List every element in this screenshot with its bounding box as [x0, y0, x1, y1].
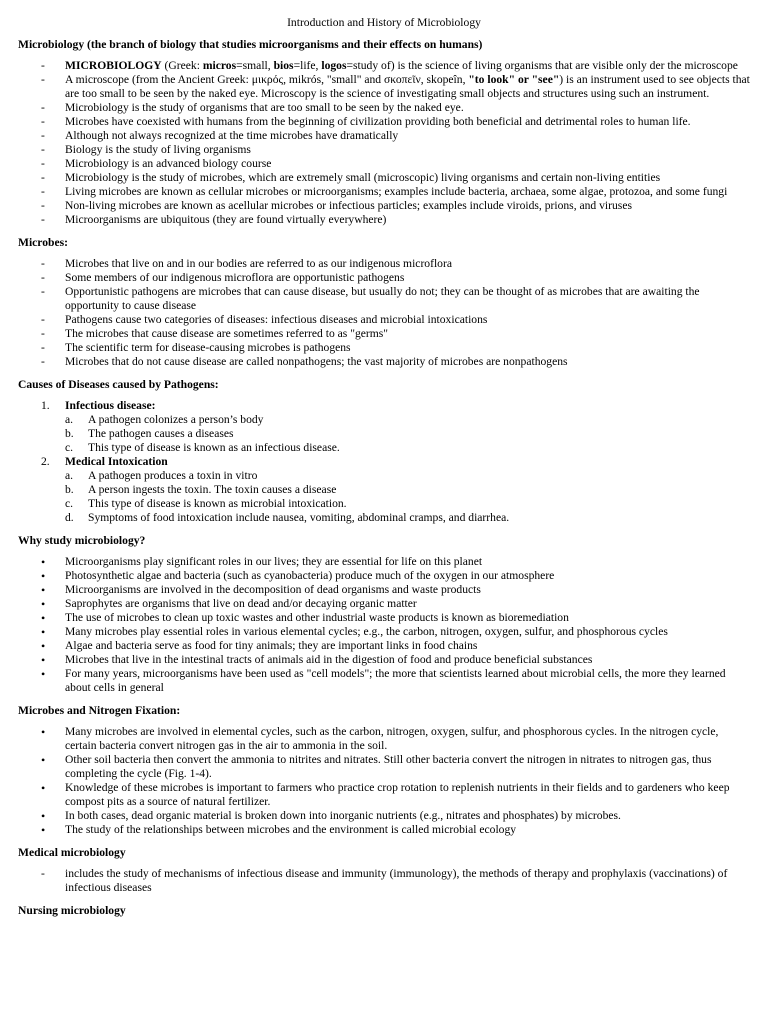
sub-item: a. A pathogen colonizes a person’s body: [65, 413, 264, 426]
list-item: • Many microbes are involved in elemental cycles, such as the carbon, nitrogen, oxygen, sulfur, and phosphorous cycles. In the nitrogen cycle, certain bacteria convert nitrogen gas in the air to ammonia in the soil.: [18, 725, 750, 753]
sub-list: [65, 413, 750, 455]
list-item: - Microorganisms are ubiquitous (they are found virtually everywhere): [18, 213, 750, 227]
section-heading-causes: Causes of Diseases caused by Pathogens:: [18, 378, 219, 391]
list-item: • In both cases, dead organic material is broken down into inorganic nutrients (e.g., nitrates and phosphates) by microbes.: [18, 809, 750, 823]
intro-list: [18, 59, 750, 227]
list-item: - The scientific term for disease-causing microbes is pathogens: [18, 341, 750, 355]
section-microbes: [18, 236, 750, 369]
list-item: - Although not always recognized at the time microbes have dramatically: [18, 129, 750, 143]
numbered-item: [18, 455, 750, 525]
why-list: [18, 555, 750, 695]
causes-list: [18, 399, 750, 525]
section-heading-nitrogen: Microbes and Nitrogen Fixation:: [18, 704, 181, 717]
section-heading-medical: Medical microbiology: [18, 846, 126, 859]
list-item: - Pathogens cause two categories of diseases: infectious diseases and microbial intoxications: [18, 313, 750, 327]
section-nursing: [18, 904, 750, 918]
list-item: • Microbes that live in the intestinal tracts of animals aid in the digestion of food and produce beneficial substances: [18, 653, 750, 667]
list-item: - Living microbes are known as cellular microbes or microorganisms; examples include bacteria, archaea, some algae, protozoa, and some fungi: [18, 185, 750, 199]
item-number: 1.: [41, 399, 50, 412]
list-item: • Photosynthetic algae and bacteria (such as cyanobacteria) produce much of the oxygen in our atmosphere: [18, 569, 750, 583]
numbered-item: [18, 399, 750, 455]
sub-item: d. Symptoms of food intoxication include nausea, vomiting, abdominal cramps, and diarrhea.: [65, 511, 510, 524]
list-item: - A microscope (from the Ancient Greek: μικρός, mikrós, "small" and σκοπεῖν, skopeîn, "to look" or "see") is an instrument used to see objects that are too small to be seen by the naked eye. Microscopy is the science of investigating small objects and structures using such an instrument.: [18, 73, 750, 101]
list-item: - Microbes that live on and in our bodies are referred to as our indigenous microflora: [18, 257, 750, 271]
section-heading-intro: Microbiology (the branch of biology that studies microorganisms and their effects on humans): [18, 38, 483, 51]
term-microbiology: MICROBIOLOGY: [65, 59, 162, 72]
nitrogen-list: [18, 725, 750, 837]
list-item: • Algae and bacteria serve as food for tiny animals; they are important links in food chains: [18, 639, 750, 653]
list-item: • The use of microbes to clean up toxic wastes and other industrial waste products is known as bioremediation: [18, 611, 750, 625]
list-item: - includes the study of mechanisms of infectious disease and immunity (immunology), the methods of therapy and prophylaxis (vaccinations) of infectious diseases: [18, 867, 750, 895]
document-title: Introduction and History of Microbiology: [287, 16, 481, 29]
list-item: • For many years, microorganisms have been used as "cell models"; the more that scientists learned about microbial cells, the more they learned about cells in general: [18, 667, 750, 695]
list-item: - Microbiology is an advanced biology course: [18, 157, 750, 171]
list-item: - Some members of our indigenous microflora are opportunistic pathogens: [18, 271, 750, 285]
list-item: • Many microbes play essential roles in various elemental cycles; e.g., the carbon, nitrogen, oxygen, sulfur, and phosphorous cycles: [18, 625, 750, 639]
sub-list: [65, 469, 750, 525]
section-medical: [18, 846, 750, 895]
item-number: 2.: [41, 455, 50, 468]
list-item: • Knowledge of these microbes is important to farmers who practice crop rotation to replenish nutrients in their fields and to gardeners who keep compost pits as a source of natural fertilizer.: [18, 781, 750, 809]
sub-item: a. A pathogen produces a toxin in vitro: [65, 469, 258, 482]
list-item: - Non-living microbes are known as acellular microbes or infectious particles; examples include viroids, prions, and viruses: [18, 199, 750, 213]
section-why: [18, 534, 750, 695]
section-heading-why: Why study microbiology?: [18, 534, 146, 547]
list-item: - Microbes have coexisted with humans from the beginning of civilization providing both beneficial and detrimental roles to human life.: [18, 115, 750, 129]
sub-item: c. This type of disease is known as microbial intoxication.: [65, 497, 347, 510]
section-heading-nursing: Nursing microbiology: [18, 904, 126, 917]
list-item: - MICROBIOLOGY (Greek: micros=small, bios=life, logos=study of) is the science of living organisms that are visible only der the microscope: [18, 59, 750, 73]
list-item: - Biology is the study of living organisms: [18, 143, 750, 157]
item-title: Medical Intoxication: [65, 455, 168, 468]
list-item: - The microbes that cause disease are sometimes referred to as "germs": [18, 327, 750, 341]
section-nitrogen: [18, 704, 750, 837]
sub-item: c. This type of disease is known as an infectious disease.: [65, 441, 340, 454]
section-causes: [18, 378, 750, 525]
item-title: Infectious disease:: [65, 399, 156, 412]
list-item: • Microorganisms play significant roles in our lives; they are essential for life on this planet: [18, 555, 750, 569]
list-item: • Saprophytes are organisms that live on dead and/or decaying organic matter: [18, 597, 750, 611]
sub-item: b. A person ingests the toxin. The toxin causes a disease: [65, 483, 337, 496]
sub-item: b. The pathogen causes a diseases: [65, 427, 234, 440]
list-item: - Microbiology is the study of microbes, which are extremely small (microscopic) living organisms and certain non-living entities: [18, 171, 750, 185]
microbes-list: [18, 257, 750, 369]
list-item: • Other soil bacteria then convert the ammonia to nitrites and nitrates. Still other bacteria convert the nitrogen in nitrates to nitrogen gas, thus completing the cycle (Fig. 1-4).: [18, 753, 750, 781]
list-item: - Opportunistic pathogens are microbes that can cause disease, but usually do not; they can be thought of as microbes that are awaiting the opportunity to cause disease: [18, 285, 750, 313]
section-intro: [18, 38, 750, 227]
list-item: • Microorganisms are involved in the decomposition of dead organisms and waste products: [18, 583, 750, 597]
list-item: - Microbiology is the study of organisms that are too small to be seen by the naked eye.: [18, 101, 750, 115]
list-item: - Microbes that do not cause disease are called nonpathogens; the vast majority of microbes are nonpathogens: [18, 355, 750, 369]
medical-list: [18, 867, 750, 895]
section-heading-microbes: Microbes:: [18, 236, 69, 249]
list-item: • The study of the relationships between microbes and the environment is called microbial ecology: [18, 823, 750, 837]
